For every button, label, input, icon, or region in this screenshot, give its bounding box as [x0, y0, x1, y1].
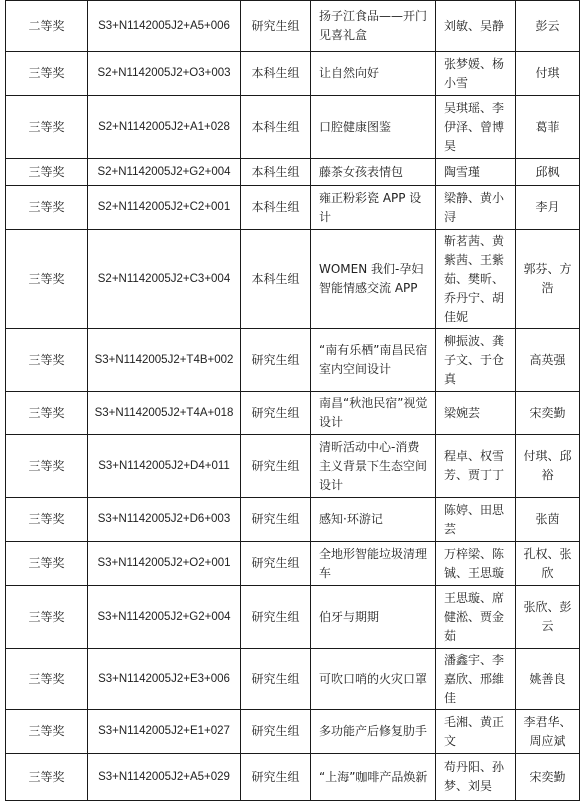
students-cell: 吴琪瑶、李伊泽、曾博昊: [436, 96, 516, 159]
table-row: [6, 159, 580, 186]
entry-id-cell: S2+N1142005J2+A1+028: [88, 96, 241, 159]
award-cell: 三等奖: [6, 542, 88, 586]
entry-id-cell: S2+N1142005J2+C3+004: [88, 230, 241, 329]
students-cell: 梁婉芸: [436, 392, 516, 435]
work-title-cell: 南昌“秋池民宿”视觉设计: [311, 392, 436, 435]
group-cell: 研究生组: [241, 649, 311, 710]
award-cell: 三等奖: [6, 710, 88, 754]
entry-id-cell: S3+N1142005J2+T4B+002: [88, 329, 241, 392]
work-title-cell: 感知·环游记: [311, 498, 436, 542]
students-cell: 刘敏、吴静: [436, 1, 516, 52]
work-title-cell: 多功能产后修复肋手: [311, 710, 436, 754]
award-cell: 三等奖: [6, 754, 88, 801]
advisor-cell: 郭芬、方浩: [516, 230, 580, 329]
table-row: [6, 435, 580, 498]
award-cell: 三等奖: [6, 52, 88, 96]
work-title-cell: WOMEN 我们-孕妇智能情感交流 APP: [311, 230, 436, 329]
work-title-cell: 让自然向好: [311, 52, 436, 96]
group-cell: 本科生组: [241, 159, 311, 186]
entry-id-cell: S3+N1142005J2+E1+027: [88, 710, 241, 754]
students-cell: 程卓、权雪芳、贾丁丁: [436, 435, 516, 498]
work-title-cell: 全地形智能垃圾清理车: [311, 542, 436, 586]
group-cell: 研究生组: [241, 392, 311, 435]
work-title-cell: 雍正粉彩瓷 APP 设计: [311, 186, 436, 230]
entry-id-cell: S2+N1142005J2+C2+001: [88, 186, 241, 230]
award-cell: 三等奖: [6, 159, 88, 186]
awards-table: [5, 0, 580, 801]
award-cell: 三等奖: [6, 230, 88, 329]
advisor-cell: 李月: [516, 186, 580, 230]
group-cell: 本科生组: [241, 52, 311, 96]
students-cell: 柳振波、龚子文、于仓真: [436, 329, 516, 392]
students-cell: 毛湘、黄正文: [436, 710, 516, 754]
award-cell: 三等奖: [6, 392, 88, 435]
table-row: [6, 710, 580, 754]
awards-table-body: [6, 1, 580, 801]
table-row: [6, 649, 580, 710]
award-cell: 三等奖: [6, 186, 88, 230]
award-cell: 三等奖: [6, 96, 88, 159]
work-title-cell: 藤茶女孩表情包: [311, 159, 436, 186]
table-row: [6, 1, 580, 52]
advisor-cell: 宋奕勤: [516, 754, 580, 801]
group-cell: 本科生组: [241, 96, 311, 159]
advisor-cell: 付琪、邱裕: [516, 435, 580, 498]
entry-id-cell: S3+N1142005J2+D6+003: [88, 498, 241, 542]
students-cell: 万梓梁、陈铖、王思璇: [436, 542, 516, 586]
awards-table-wrapper: [5, 0, 579, 801]
students-cell: 靳茗茜、黄紫茜、王紫茹、樊昕、乔丹宁、胡佳妮: [436, 230, 516, 329]
students-cell: 梁静、黄小浔: [436, 186, 516, 230]
table-row: [6, 542, 580, 586]
advisor-cell: 姚善良: [516, 649, 580, 710]
table-row: [6, 329, 580, 392]
students-cell: 苟丹阳、孙梦、刘昊: [436, 754, 516, 801]
award-cell: 二等奖: [6, 1, 88, 52]
entry-id-cell: S3+N1142005J2+A5+006: [88, 1, 241, 52]
advisor-cell: 宋奕勤: [516, 392, 580, 435]
entry-id-cell: S2+N1142005J2+G2+004: [88, 159, 241, 186]
students-cell: 陈婷、田思芸: [436, 498, 516, 542]
advisor-cell: 彭云: [516, 1, 580, 52]
table-row: [6, 498, 580, 542]
award-cell: 三等奖: [6, 329, 88, 392]
entry-id-cell: S3+N1142005J2+T4A+018: [88, 392, 241, 435]
award-cell: 三等奖: [6, 435, 88, 498]
group-cell: 本科生组: [241, 230, 311, 329]
group-cell: 研究生组: [241, 1, 311, 52]
award-cell: 三等奖: [6, 586, 88, 649]
students-cell: 潘鑫宇、李嘉欣、邢維佳: [436, 649, 516, 710]
advisor-cell: 孔权、张欣: [516, 542, 580, 586]
students-cell: 张梦媛、杨小雪: [436, 52, 516, 96]
table-row: [6, 754, 580, 801]
group-cell: 研究生组: [241, 542, 311, 586]
entry-id-cell: S3+N1142005J2+E3+006: [88, 649, 241, 710]
entry-id-cell: S2+N1142005J2+O3+003: [88, 52, 241, 96]
advisor-cell: 张茵: [516, 498, 580, 542]
advisor-cell: 邱枫: [516, 159, 580, 186]
group-cell: 研究生组: [241, 586, 311, 649]
group-cell: 研究生组: [241, 754, 311, 801]
work-title-cell: 口腔健康图鉴: [311, 96, 436, 159]
work-title-cell: “南有乐栖”南昌民宿室内空间设计: [311, 329, 436, 392]
entry-id-cell: S3+N1142005J2+A5+029: [88, 754, 241, 801]
work-title-cell: “上海”咖啡产品焕新: [311, 754, 436, 801]
advisor-cell: 李君华、周应斌: [516, 710, 580, 754]
work-title-cell: 清昕活动中心-消费主义背景下生态空间设计: [311, 435, 436, 498]
work-title-cell: 扬子江食品——开门见喜礼盒: [311, 1, 436, 52]
table-row: [6, 186, 580, 230]
advisor-cell: 高英强: [516, 329, 580, 392]
work-title-cell: 可吹口哨的火灾口罩: [311, 649, 436, 710]
group-cell: 研究生组: [241, 710, 311, 754]
entry-id-cell: S3+N1142005J2+D4+011: [88, 435, 241, 498]
group-cell: 研究生组: [241, 329, 311, 392]
group-cell: 本科生组: [241, 186, 311, 230]
work-title-cell: 伯牙与期期: [311, 586, 436, 649]
award-cell: 三等奖: [6, 498, 88, 542]
advisor-cell: 张欣、彭云: [516, 586, 580, 649]
table-row: [6, 96, 580, 159]
advisor-cell: 葛菲: [516, 96, 580, 159]
table-row: [6, 392, 580, 435]
table-row: [6, 586, 580, 649]
entry-id-cell: S3+N1142005J2+O2+001: [88, 542, 241, 586]
group-cell: 研究生组: [241, 498, 311, 542]
group-cell: 研究生组: [241, 435, 311, 498]
students-cell: 王思璇、席健淞、贾金茹: [436, 586, 516, 649]
table-row: [6, 52, 580, 96]
entry-id-cell: S3+N1142005J2+G2+004: [88, 586, 241, 649]
advisor-cell: 付琪: [516, 52, 580, 96]
award-cell: 三等奖: [6, 649, 88, 710]
table-row: [6, 230, 580, 329]
students-cell: 陶雪瑾: [436, 159, 516, 186]
